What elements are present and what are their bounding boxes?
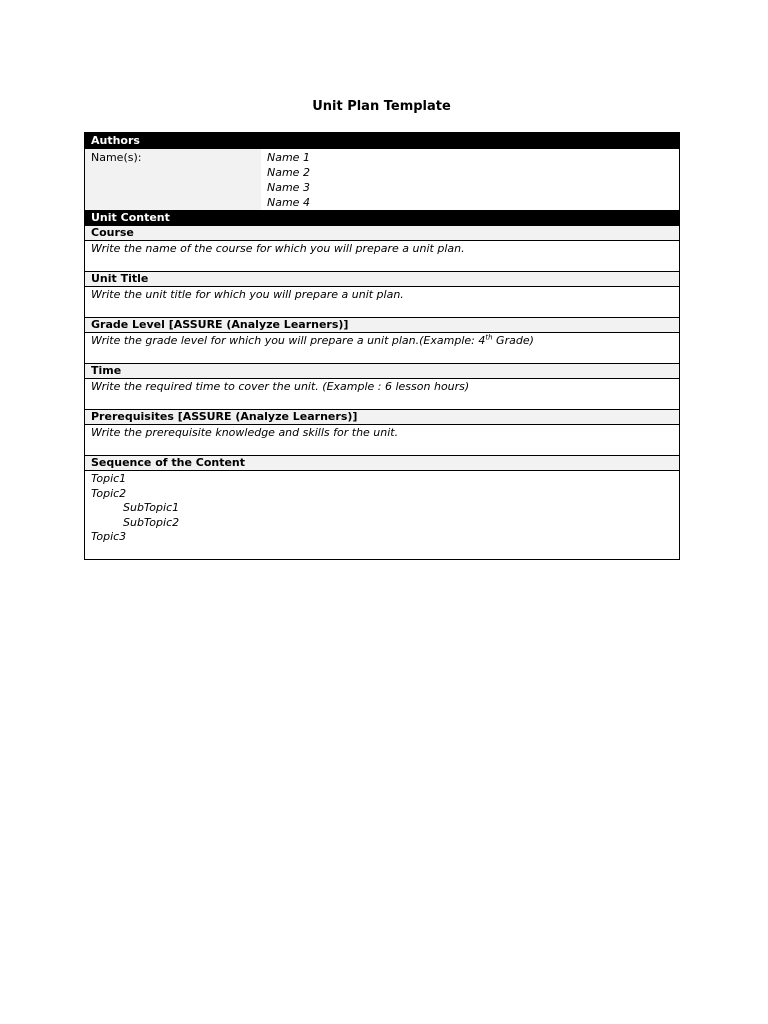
page-title: Unit Plan Template [312, 99, 451, 114]
subtopic-item: SubTopic2 [123, 515, 180, 529]
grade-level-text-main: Write the grade level for which you will prepare a unit plan.(Example: 4 [91, 334, 486, 347]
grade-level-superscript: th [485, 333, 493, 342]
course-text: Write the name of the course for which you will prepare a unit plan. [91, 242, 465, 255]
author-name-1: Name 1 [267, 151, 310, 164]
names-label: Name(s): [85, 149, 261, 210]
topic-item: Topic1 [91, 472, 127, 485]
unit-plan-table [84, 132, 680, 560]
authors-header: Authors [85, 133, 679, 149]
names-list [261, 149, 679, 210]
author-name-3: Name 3 [267, 181, 310, 194]
grade-level-label: Grade Level [ASSURE (Analyze Learners)] [85, 317, 679, 333]
sequence-label: Sequence of the Content [85, 455, 679, 471]
course-label: Course [85, 226, 679, 241]
prerequisites-label: Prerequisites [ASSURE (Analyze Learners)] [85, 409, 679, 425]
unit-title-text: Write the unit title for which you will prepare a unit plan. [91, 288, 404, 301]
subtopic-item: SubTopic1 [123, 501, 180, 514]
authors-names-row [85, 149, 679, 210]
time-label: Time [85, 363, 679, 379]
author-name-2: Name 2 [267, 166, 310, 179]
time-text: Write the required time to cover the unit. (Example : 6 lesson hours) [91, 380, 470, 393]
unit-title-label: Unit Title [85, 271, 679, 287]
prerequisites-text: Write the prerequisite knowledge and skills for the unit. [91, 426, 399, 439]
grade-level-text-end: Grade) [492, 334, 534, 347]
topic-item: Topic2 [91, 486, 127, 500]
unit-content-header: Unit Content [85, 210, 679, 226]
author-name-4: Name 4 [267, 196, 310, 209]
sequence-list [85, 471, 679, 559]
grade-level-text [85, 333, 679, 363]
topic-item: Topic3 [91, 530, 127, 543]
